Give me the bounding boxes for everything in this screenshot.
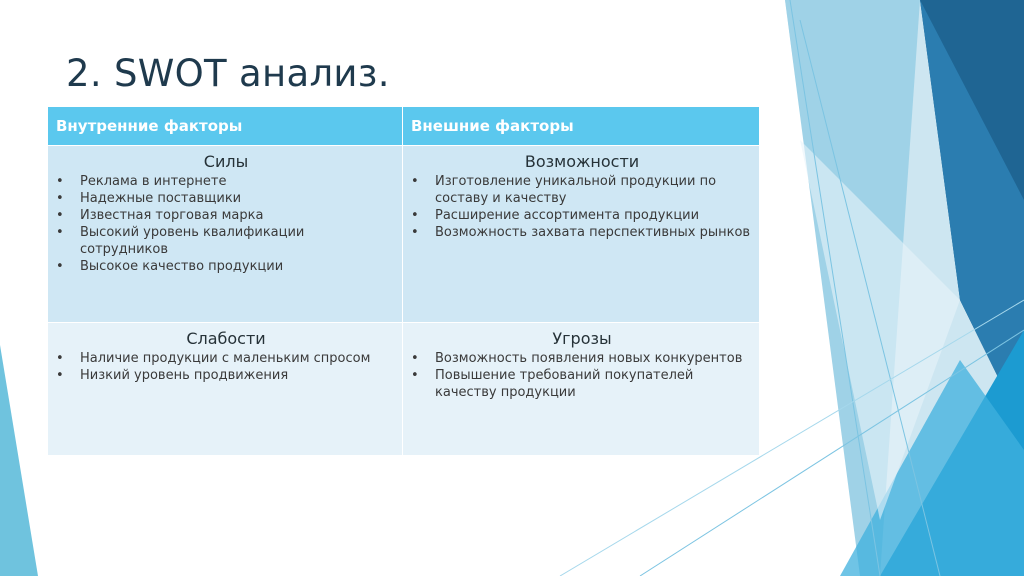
weaknesses-list — [56, 350, 396, 384]
weaknesses-title: Слабости — [186, 329, 266, 348]
strengths-title: Силы — [203, 152, 249, 171]
list-item: • Возможность появления новых конкурентов — [435, 350, 753, 367]
left-blue-triangle — [0, 345, 38, 576]
slide-title: 2. SWOT анализ. — [66, 52, 390, 95]
header-row — [48, 107, 760, 146]
list-item: • Низкий уровень продвижения — [80, 367, 396, 384]
list-item: • Высокий уровень квалификации сотрудников — [80, 224, 396, 258]
list-item: • Высокое качество продукции — [80, 258, 396, 275]
opportunities-list — [411, 173, 753, 241]
list-item: • Реклама в интернете — [80, 173, 396, 190]
strengths-cell — [48, 146, 403, 323]
swot-row-2 — [48, 323, 760, 456]
list-item: • Расширение ассортимента продукции — [435, 207, 753, 224]
threats-cell — [403, 323, 760, 456]
swot-table — [47, 106, 760, 456]
threats-list — [411, 350, 753, 401]
opportunities-cell — [403, 146, 760, 323]
swot-row-1 — [48, 146, 760, 323]
list-item: • Изготовление уникальной продукции по составу и качеству — [435, 173, 753, 207]
list-item: • Наличие продукции с маленьким спросом — [80, 350, 396, 367]
header-external-factors: Внешние факторы — [403, 107, 760, 146]
opportunities-title: Возможности — [524, 152, 640, 171]
list-item: • Повышение требований покупателей качеству продукции — [435, 367, 753, 401]
list-item: • Надежные поставщики — [80, 190, 396, 207]
weaknesses-cell — [48, 323, 403, 456]
header-internal-factors: Внутренние факторы — [48, 107, 403, 146]
threats-title: Угрозы — [552, 329, 612, 348]
list-item: • Известная торговая марка — [80, 207, 396, 224]
strengths-list — [56, 173, 396, 275]
list-item: • Возможность захвата перспективных рынков — [435, 224, 753, 241]
